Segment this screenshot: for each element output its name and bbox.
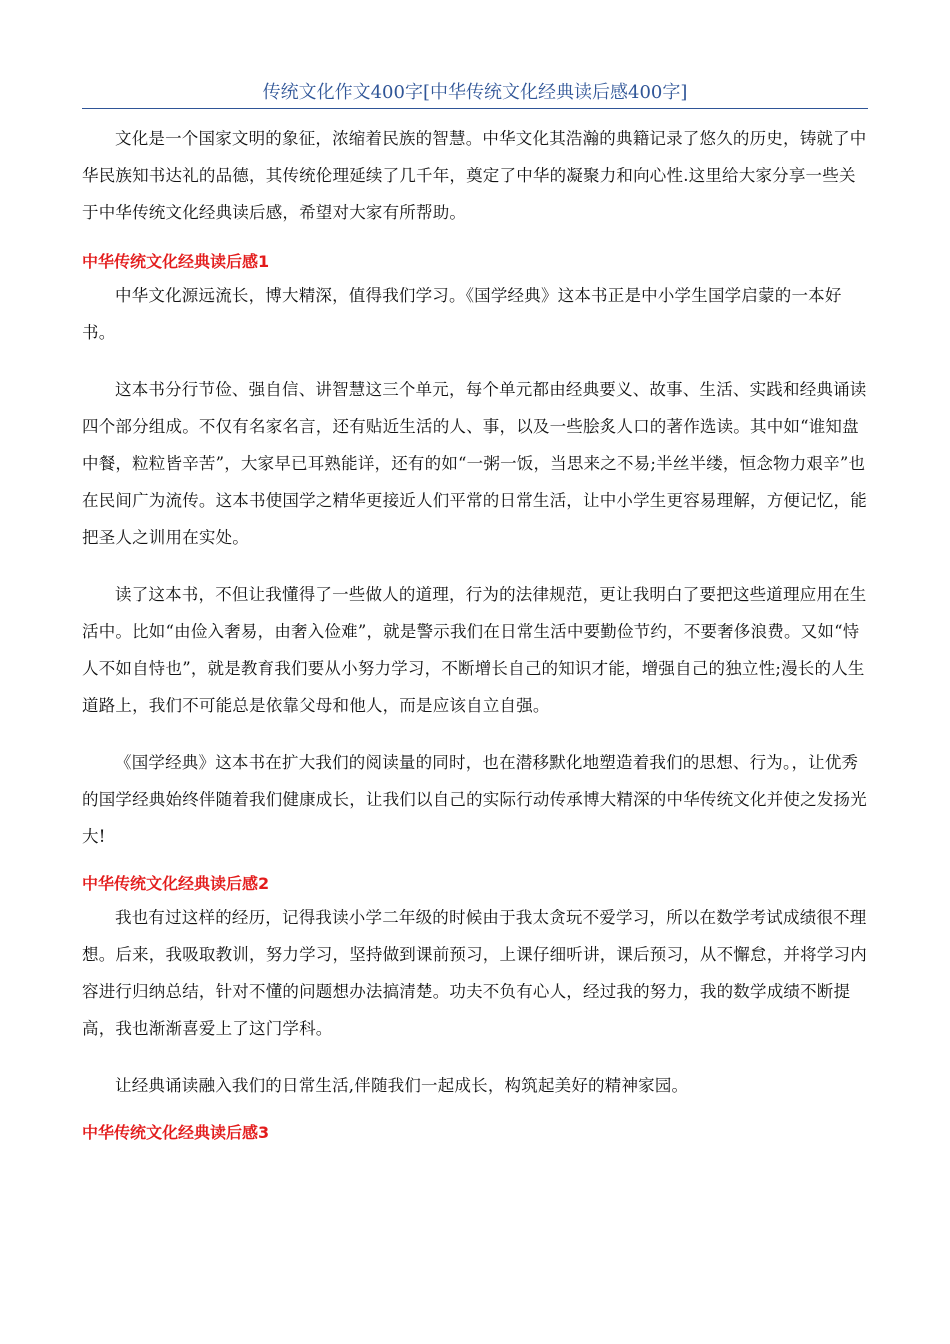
section-heading-3: 中华传统文化经典读后感3 <box>82 1123 270 1142</box>
section-2-paragraph-1: 我也有过这样的经历，记得我读小学二年级的时候由于我太贪玩不爱学习，所以在数学考试成绩很不理想。后来，我吸取教训，努力学习，坚持做到课前预习，上课仔细听讲，课后预习，从不懈怠，并将学习内容进行归纳总结，针对不懂的问题想办法搞清楚。功夫不负有心人，经过我的努力，我的数学成绩不断提高，我也渐渐喜爱上了这门学科。 <box>82 908 867 1038</box>
section-heading-1: 中华传统文化经典读后感1 <box>82 252 270 271</box>
section-1-paragraph-4: 《国学经典》这本书在扩大我们的阅读量的同时，也在潜移默化地塑造着我们的思想、行为。，让优秀的国学经典始终伴随着我们健康成长，让我们以自己的实际行动传承博大精深的中华传统文化并使之发扬光大! <box>82 753 867 846</box>
section-1-paragraph-3: 读了这本书，不但让我懂得了一些做人的道理，行为的法律规范，更让我明白了要把这些道理应用在生活中。比如“由俭入奢易，由奢入俭难”，就是警示我们在日常生活中要勤俭节约，不要奢侈浪费。又如“恃人不如自恃也”，就是教育我们要从小努力学习，不断增长自己的知识才能，增强自己的独立性;漫长的人生道路上，我们不可能总是依靠父母和他人，而是应该自立自强。 <box>82 585 867 715</box>
spacer <box>82 855 868 869</box>
document-header-title: 传统文化作文400字[中华传统文化经典读后感400字] <box>262 82 688 103</box>
spacer <box>82 724 868 744</box>
section-heading-2: 中华传统文化经典读后感2 <box>82 874 270 893</box>
spacer <box>82 1047 868 1067</box>
intro-paragraph: 文化是一个国家文明的象征，浓缩着民族的智慧。中华文化其浩瀚的典籍记录了悠久的历史，铸就了中华民族知书达礼的品德，其传统伦理延续了几千年，奠定了中华的凝聚力和向心性.这里给大家分享一些关于中华传统文化经典读后感，希望对大家有所帮助。 <box>82 129 867 222</box>
spacer <box>82 351 868 371</box>
spacer <box>82 556 868 576</box>
section-1-paragraph-2: 这本书分行节俭、强自信、讲智慧这三个单元，每个单元都由经典要义、故事、生活、实践和经典诵读四个部分组成。不仅有名家名言，还有贴近生活的人、事，以及一些脍炙人口的著作选读。其中如“谁知盘中餐，粒粒皆辛苦”，大家早已耳熟能详，还有的如“一粥一饭，当思来之不易;半丝半缕，恒念物力艰辛”也在民间广为流传。这本书使国学之精华更接近人们平常的日常生活，让中小学生更容易理解，方便记忆，能把圣人之训用在实处。 <box>82 380 867 547</box>
section-1-paragraph-1: 中华文化源远流长，博大精深，值得我们学习。《国学经典》这本书正是中小学生国学启蒙的一本好书。 <box>82 286 842 342</box>
header-divider <box>82 108 868 109</box>
section-2-paragraph-2: 让经典诵读融入我们的日常生活,伴随我们一起成长，构筑起美好的精神家园。 <box>115 1076 689 1095</box>
spacer <box>82 1104 868 1118</box>
spacer <box>82 231 868 247</box>
document-body <box>82 120 868 1148</box>
